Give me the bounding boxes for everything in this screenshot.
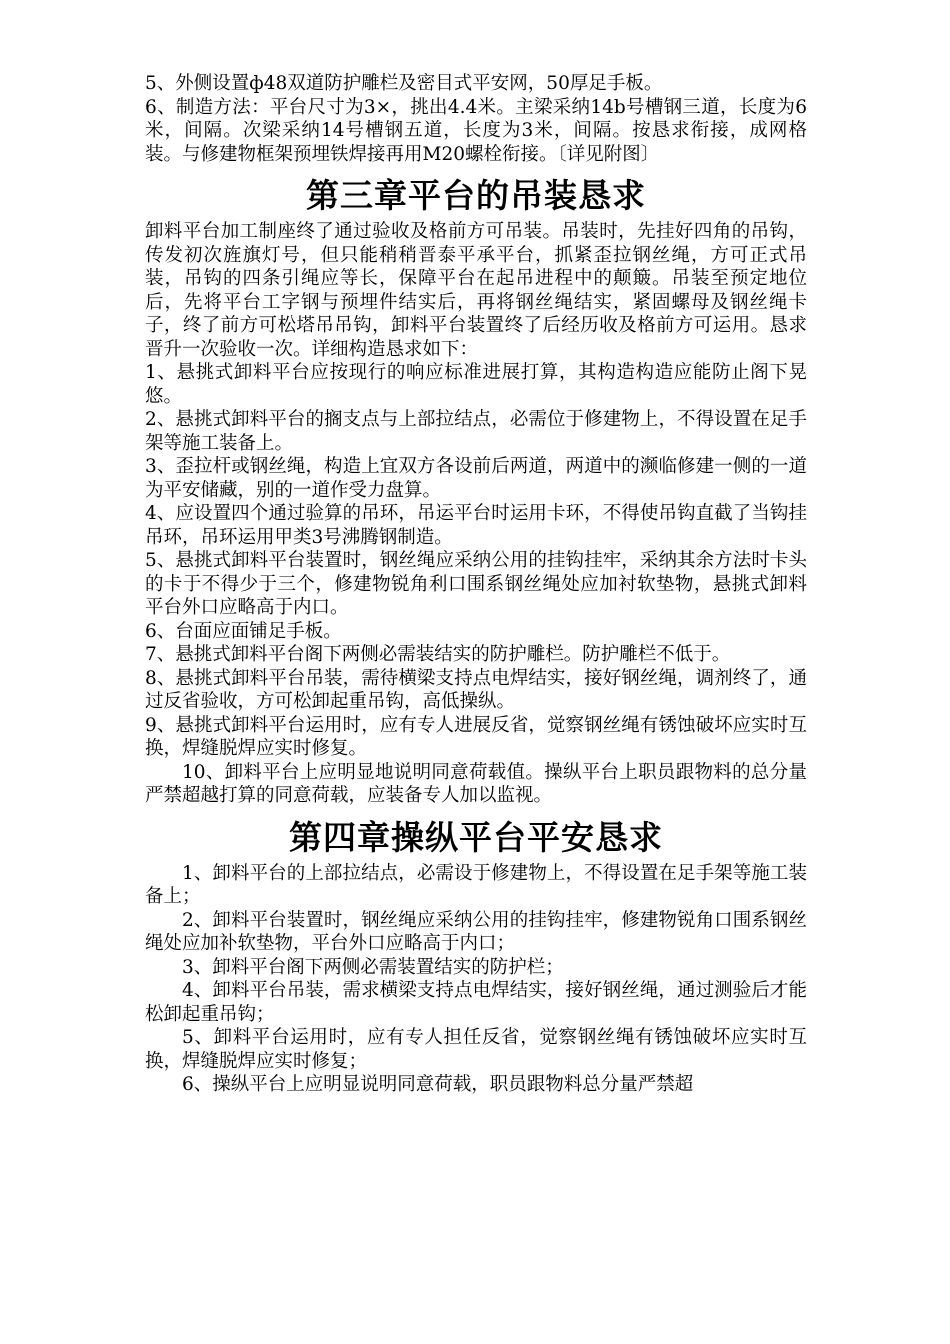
intro-paragraph-6: 6、制造方法：平台尺寸为3×，挑出4.4米。主梁采纳14b号槽钢三道，长度为6米，间隔。次梁采纳14号槽钢五道，长度为3米，间隔。按恳求衔接，成网格装。与修建物框架预埋铁焊接再用M20螺栓衔接。〔详见附图〕 — [145, 96, 807, 165]
intro-paragraph-5: 5、外侧设置ф48双道防护雕栏及密目式平安网，50厚足手板。 — [145, 73, 663, 94]
chapter-3-title: 第三章平台的吊装恳求 — [306, 176, 646, 215]
chapter-4-title: 第四章操纵平台平安恳求 — [289, 817, 663, 857]
ch3-item-2: 2、悬挑式卸料平台的搁支点与上部拉结点，必需位于修建物上，不得设置在足手架等施工装备上。 — [145, 409, 807, 454]
ch3-item-7: 7、悬挑式卸料平台阁下两侧必需装结实的防护雕栏。防护雕栏不低于。 — [145, 644, 731, 665]
ch3-item-3: 3、歪拉杆或钢丝绳，构造上宜双方各设前后两道，两道中的濒临修建一侧的一道为平安储藏，别的一道作受力盘算。 — [145, 456, 807, 501]
ch4-item-2: 2、卸料平台装置时，钢丝绳应采纳公用的挂钩挂牢，修建物锐角口围系钢丝绳处应加补软垫物，平台外口应略高于内口； — [145, 909, 807, 954]
ch4-item-4: 4、卸料平台吊装，需求横梁支持点电焊结实，接好钢丝绳，通过测验后才能松卸起重吊钩； — [145, 980, 807, 1025]
ch4-item-3: 3、卸料平台阁下两侧必需装置结实的防护栏； — [182, 956, 564, 978]
ch3-paragraph: 卸料平台加工制座终了通过验收及格前方可吊装。吊装时，先挂好四角的吊钩，传发初次旌旗灯号，但只能稍稍晋泰平承平台，抓紧歪拉钢丝绳，方可正式吊装，吊钩的四条引绳应等长，保障平台在起吊进程中的颠簸。吊装至预定地位后，先将平台工字钢与预埋件结实后，再将钢丝绳结实，紧固螺母及钢丝绳卡子，终了前方可松塔吊吊钩，卸料平台装置终了后经历收及格前方可运用。恳求晋升一次验收一次。详细构造恳求如下： — [145, 221, 807, 360]
ch3-item-1: 1、悬挑式卸料平台应按现行的响应标准进展打算，其构造构造应能防止阁下晃悠。 — [145, 362, 807, 407]
ch3-item-4: 4、应设置四个通过验算的吊环，吊运平台时运用卡环，不得使吊钩直截了当钩挂吊环，吊环运用甲类3号沸腾钢制造。 — [145, 503, 807, 548]
ch3-item-9: 9、悬挑式卸料平台运用时，应有专人进展反省，觉察钢丝绳有锈蚀破坏应实时互换，焊缝脱焊应实时修复。 — [145, 714, 807, 759]
ch3-item-5: 5、悬挑式卸料平台装置时，钢丝绳应采纳公用的挂钩挂牢，采纳其余方法时卡头的卡于不得少于三个，修建物锐角利口围系钢丝绳处应加衬软垫物，悬挑式卸料平台外口应略高于内口。 — [145, 550, 807, 618]
ch4-item-5: 5、卸料平台运用时，应有专人担任反省，觉察钢丝绳有锈蚀破坏应实时互换，焊缝脱焊应实时修复； — [145, 1027, 807, 1072]
ch3-item-10: 10、卸料平台上应明显地说明同意荷载值。操纵平台上职员跟物料的总分量严禁超越打算的同意荷载，应装备专人加以监视。 — [145, 761, 807, 806]
ch4-item-1: 1、卸料平台的上部拉结点，必需设于修建物上，不得设置在足手架等施工装备上； — [145, 862, 807, 907]
document-page — [145, 72, 807, 1097]
ch4-item-6: 6、操纵平台上应明显说明同意荷载，职员跟物料总分量严禁超 — [182, 1074, 694, 1095]
ch3-item-6: 6、台面应面铺足手板。 — [145, 620, 342, 642]
ch3-item-8: 8、悬挑式卸料平台吊装，需待横梁支持点电焊结实，接好钢丝绳，调剂终了，通过反省验收，方可松卸起重吊钩，高低操纵。 — [145, 667, 807, 712]
